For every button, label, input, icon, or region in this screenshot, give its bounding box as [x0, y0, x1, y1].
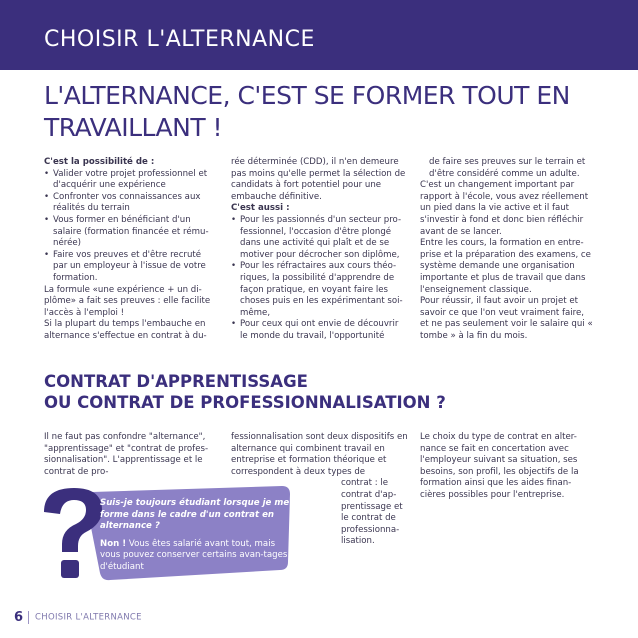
callout-question: Suis-je toujours étudiant lorsque je me forme dans le cadre d'un contrat en alternance ?	[100, 498, 290, 532]
list-item: • Pour les passionnés d'un secteur pro-fessionnel, l'occasion d'être plongé dans une activité qui plaît et de se motiver pour décrocher son diplôme,	[231, 215, 406, 261]
subsection-title	[44, 371, 446, 413]
paragraph: de faire ses preuves sur le terrain et d'être considéré comme un adulte.	[429, 157, 586, 179]
list-item: • Confronter vos connaissances aux réalités du terrain	[44, 192, 218, 215]
footer-label: CHOISIR L'ALTERNANCE	[35, 612, 142, 623]
callout-answer-body: Vous êtes salarié avant tout, mais vous pouvez conserver certains avan-tages d'étudiant	[100, 538, 288, 572]
list-item: • Faire vos preuves et d'être recruté par un employeur à l'issue de votre formation.	[44, 250, 218, 285]
page-footer	[14, 607, 142, 626]
list-item: • Pour ceux qui ont envie de découvrir le monde du travail, l'opportunité	[231, 319, 406, 342]
callout-answer-lead: Non !	[100, 538, 127, 549]
paragraph: C'est un changement important par rapport à l'école, vous avez réellement un pied dans la vie active et il faut s'investir à fond et donc bien réfléchir avant de se lancer.	[420, 180, 589, 237]
page-number: 6	[14, 610, 24, 625]
header-band	[0, 0, 638, 70]
paragraph: La formule «une expérience + un di-plôme» a fait ses preuves : elle facilite l'accès à l'emploi !	[44, 284, 211, 318]
section-title: L'ALTERNANCE, C'EST SE FORMER TOUT EN TRAVAILLANT !	[44, 81, 570, 142]
paragraph: Pour réussir, il faut avoir un projet et savoir ce que l'on veut vraiment faire, et ne pas seulement voir le salaire qui « tombe » à la fin du mois.	[420, 296, 593, 341]
paragraph: contrat : le contrat d'ap-prentissage et le contrat de professionna-lisation.	[341, 478, 403, 547]
list-item: • Vous former en bénéficiant d'un salaire (formation financée et rému-nérée)	[44, 215, 218, 250]
column-intro: C'est la possibilité de :	[44, 157, 155, 167]
bullet-list	[44, 169, 218, 285]
subsection-title-line: OU CONTRAT DE PROFESSIONNALISATION ?	[44, 393, 446, 412]
paragraph: Entre les cours, la formation en entre-prise et la préparation des examens, ce système demande une organisation importante et plus de travail que dans l'enseignement classique.	[420, 238, 591, 295]
footer-divider	[28, 611, 29, 624]
column-intro: C'est aussi :	[231, 203, 290, 214]
callout-answer	[100, 539, 290, 574]
paragraph: rée déterminée (CDD), il n'en demeure pas moins qu'elle permet la sélection de candidats à fort potentiel pour une embauche définitive.	[231, 157, 406, 202]
text-column-2	[231, 157, 406, 343]
paragraph: Il ne faut pas confondre "alternance", "apprentissage" et "contrat de profes-sionnalisation". L'apprentissage et le contrat de pro-	[44, 432, 209, 477]
subsection-title-line: CONTRAT D'APPRENTISSAGE	[44, 372, 308, 391]
text-column-4	[44, 432, 218, 478]
list-item: • Valider votre projet professionnel et d'acquérir une expérience	[44, 169, 218, 192]
callout-box	[36, 482, 292, 584]
list-item: • Pour les réfractaires aux cours théo-riques, la possibilité d'apprendre de façon pratique, en voyant faire les choses puis en les expérimentant soi-même,	[231, 261, 406, 319]
paragraph: Le choix du type de contrat en alter-nance se fait en concertation avec l'employeur suivant sa situation, ses besoins, son profil, les objectifs de la formation ainsi que les aides finan-cières possibles pour l'entreprise.	[420, 432, 579, 500]
bullet-list	[231, 215, 406, 343]
text-column-1	[44, 157, 218, 343]
callout-text	[100, 498, 290, 574]
paragraph: fessionnalisation sont deux dispositifs en alternance qui combinent travail en entreprise et formation théorique et correspondent à deux types de	[231, 432, 408, 477]
text-column-3	[420, 157, 594, 343]
paragraph: Si la plupart du temps l'embauche en alternance s'effectue en contrat à du-	[44, 319, 207, 341]
text-column-6	[420, 432, 594, 502]
header-title: CHOISIR L'ALTERNANCE	[44, 27, 315, 52]
